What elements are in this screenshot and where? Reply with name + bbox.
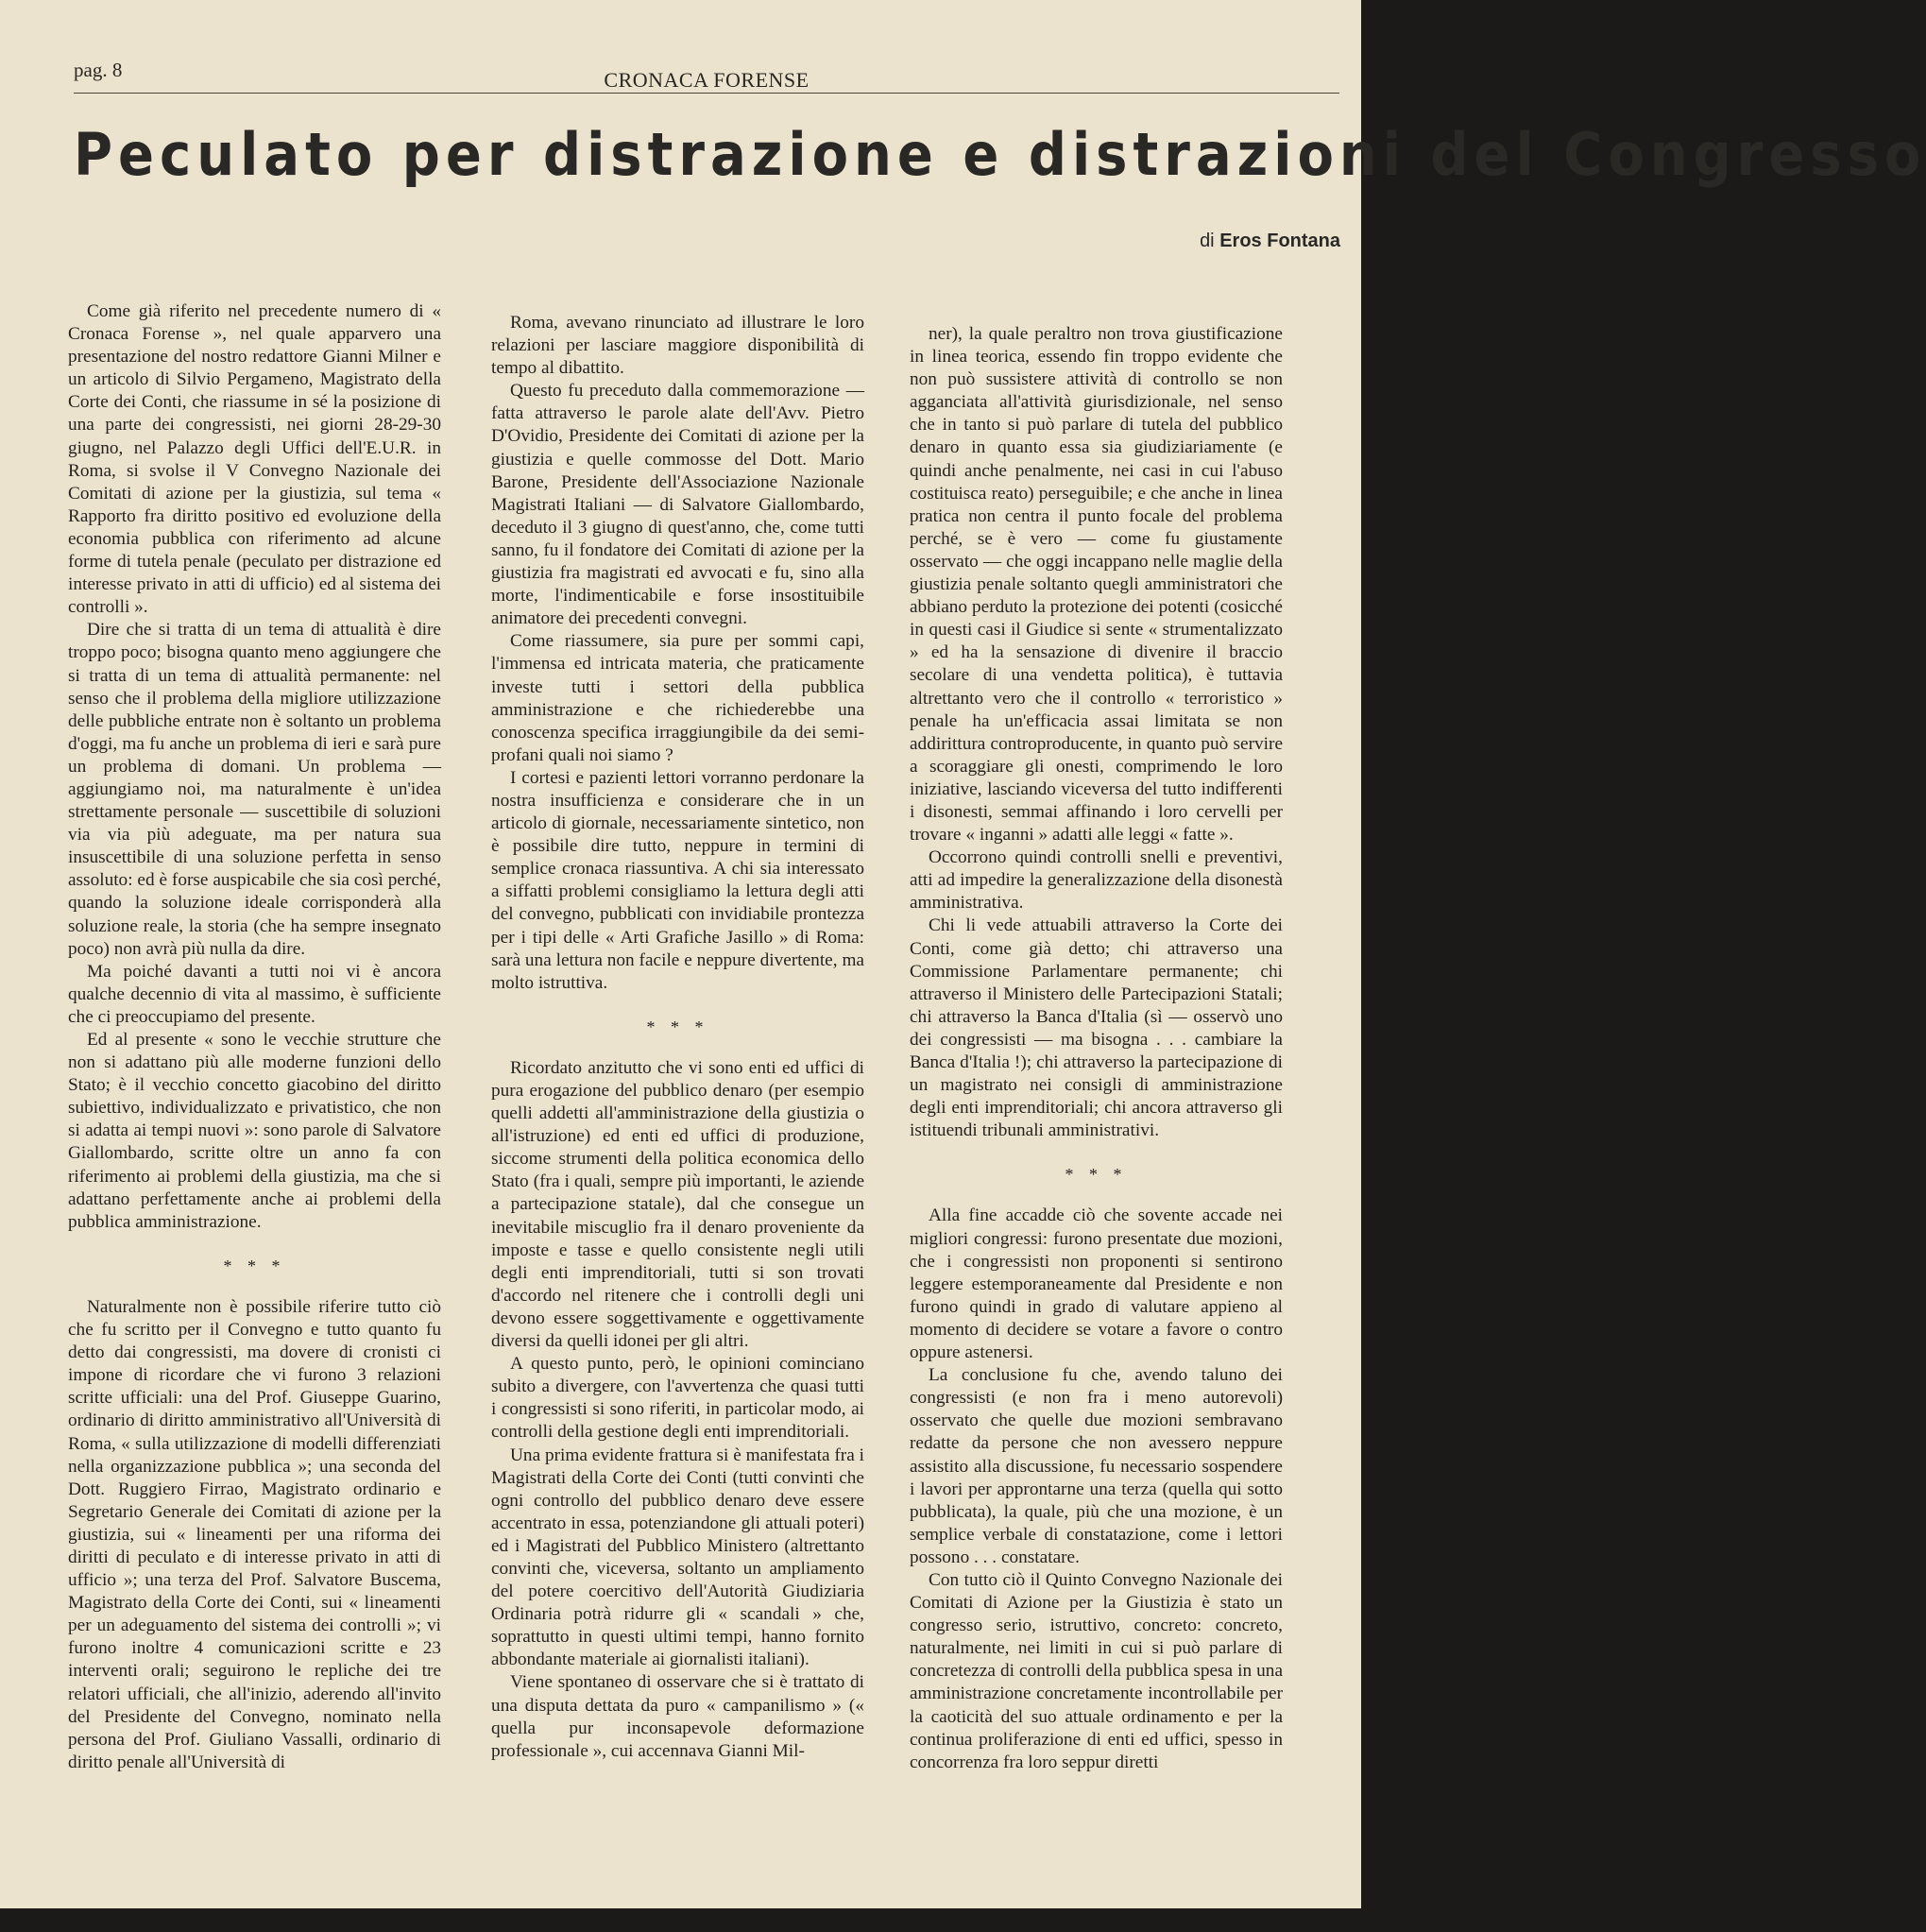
journal-name: CRONACA FORENSE: [604, 68, 810, 92]
paragraph: La conclusione fu che, avendo taluno dei congressisti (e non fra i meno autorevoli) osservato che quelle due mozioni sembravano redatte da persone che non avessero neppure assistito alla discussione, fu necessario sospendere i lavori per approntarne una terza (quella qui sotto pubblicata), la quale, più che una mozione, è un semplice verbale di constatazione, come i lettori possono . . . constatare.: [910, 1365, 1283, 1567]
paragraph: Con tutto ciò il Quinto Convegno Nazionale dei Comitati di Azione per la Giustizia è stato un congresso serio, istruttivo, concreto: concreto, naturalmente, nei limiti in cui si può parlare di concretezza di controlli della pubblica spesa in una amministrazione concretamente incontrollabile per la caoticità del suo attuale ordinamento e per la continua proliferazione di enti ed uffici, spesso in concorrenza fra loro seppur diretti: [910, 1569, 1283, 1772]
byline-prefix: di: [1200, 231, 1215, 251]
paragraph: Viene spontaneo di osservare che si è trattato di una disputa dettata da puro « campanilismo » (« quella pur inconsapevole deformazione professionale », cui accennava Gianni Mil-: [491, 1672, 864, 1761]
paragraph: Questo fu preceduto dalla commemorazione — fatta attraverso le parole alate dell'Avv. Pietro D'Ovidio, Presidente dei Comitati di azione per la giustizia e quelle commosse del Dott. Mario Barone, Presidente dell'Associazione Nazionale Magistrati Italiani — di Salvatore Giallombardo, deceduto il 3 giugno di quest'anno, che, come tutti sanno, fu il fondatore dei Comitati di azione per la giustizia fra magistrati ed avvocati e fu, sino alla morte, l'indimenticabile e forse insostituibile animatore dei precedenti convegni.: [491, 381, 864, 629]
text-column-3: [910, 323, 1283, 1774]
paragraph: ner), la quale peraltro non trova giustificazione in linea teorica, essendo fin troppo evidente che non può sussistere attività di controllo se non agganciata all'attività giurisdizionale, nel senso che in tanto si può parlare di tutela del pubblico denaro in quanto essa sia giudiziariamente (e quindi anche penalmente, nei casi in cui l'abuso costituisca reato) perseguibile; e che anche in linea pratica non centra il punto focale del problema perché, se è vero — come fu giustamente osservato — che oggi incappano nelle maglie della giustizia penale soltanto quegli amministratori che abbiano perduto la protezione dei potenti (cosicché in questi casi il Giudice si sente « strumentalizzato » ed ha la sensazione di divenire il braccio secolare di una vendetta politica), è tuttavia altrettanto vero che il controllo « terroristico » penale ha un'efficacia assai limitata se non addirittura controproducente, in quanto può servire a scoraggiare gli onesti, comprimendo le loro iniziative, lasciando viceversa del tutto indifferenti i disonesti, semmai affinando i loro cervelli per trovare « inganni » adatti alle leggi « fatte ».: [910, 324, 1283, 846]
text-column-1: [68, 300, 441, 1774]
byline: [1200, 231, 1340, 252]
paragraph: Alla fine accadde ciò che sovente accade nei migliori congressi: furono presentate due mozioni, che i congressisti non proponenti si sentirono leggere estemporaneamente dal Presidente e non furono quindi in grado di valutare appieno al momento di decidere se votare a favore o contro oppure astenersi.: [910, 1205, 1283, 1363]
paragraph: Ed al presente « sono le vecchie strutture che non si adattano più alle moderne funzioni dello Stato; è il vecchio concetto giacobino del diritto subiettivo, individualizzato e privatistico, che non si adatta ai tempi nuovi »: sono parole di Salvatore Giallombardo, scritte oltre un anno fa con riferimento ai problemi della giustizia, ma che si adattano perfettamente anche ai problemi della pubblica amministrazione.: [68, 1030, 441, 1232]
article-title: Peculato per distrazione e distrazioni del Congresso: [74, 121, 1926, 190]
paragraph: Naturalmente non è possibile riferire tutto ciò che fu scritto per il Convegno e tutto quanto fu detto dai congressisti, ma dovere di cronisti ci impone di ricordare che vi furono 3 relazioni scritte ufficiali: una del Prof. Giuseppe Guarino, ordinario di diritto amministrativo all'Università di Roma, « sulla utilizzazione di modelli differenziati nella organizzazione pubblica »; una seconda del Dott. Ruggiero Firrao, Magistrato ordinario e Segretario Generale dei Comitati di azione per la giustizia, sui « lineamenti per una riforma dei diritti di peculato e di interesse privato in atti di ufficio »; una terza del Prof. Salvatore Buscema, Magistrato della Corte dei Conti, sui « lineamenti per un adeguamento del sistema dei controlli »; vi furono inoltre 4 comunicazioni scritte e 23 interventi orali; seguirono le repliche dei tre relatori ufficiali, che all'inizio, aderendo all'invito del Presidente del Convegno, nominato nella persona del Prof. Giuliano Vassalli, ordinario di diritto penale all'Università di: [68, 1296, 441, 1772]
paragraph: Roma, avevano rinunciato ad illustrare le loro relazioni per lasciare maggiore disponibilità di tempo al dibattito.: [491, 313, 864, 379]
byline-author: Eros Fontana: [1219, 231, 1340, 251]
running-header: [74, 55, 1339, 94]
section-separator: * * *: [223, 1256, 286, 1275]
paragraph: I cortesi e pazienti lettori vorranno perdonare la nostra insufficienza e considerare che in un articolo di giornale, necessariamente sintetico, non è possibile dire tutto, neppure in termini di semplice cronaca riassuntiva. A chi sia interessato a siffatti problemi consigliamo la lettura degli atti del convegno, pubblicati con invidiabile prontezza per i tipi delle « Arti Grafiche Jasillo » di Roma: sarà una lettura non facile e neppure divertente, ma molto istruttiva.: [491, 767, 864, 993]
paragraph: Ricordato anzitutto che vi sono enti ed uffici di pura erogazione del pubblico denaro (per esempio quelli addetti all'amministrazione della giustizia o all'istruzione) ed enti ed uffici di produzione, siccome strumenti della politica economica dello Stato (fra i quali, sempre più importanti, le aziende a partecipazione statale), dal che consegue un inevitabile miscuglio fra il denaro proveniente da imposte e tasse e quello consistente negli utili degli enti imprenditoriali, tutti si son trovati d'accordo nel ritenere che i controlli degli uni devono essere soggettivamente e oggettivamente diversi da quelli idonei per gli altri.: [491, 1057, 864, 1352]
paragraph: Una prima evidente frattura si è manifestata fra i Magistrati della Corte dei Conti (tutti convinti che ogni controllo del pubblico denaro deve essere accentrato in essa, potenziandone gli attuali poteri) ed i Magistrati del Pubblico Ministero (altrettanto convinti che, viceversa, soltanto un ampliamento del potere coercitivo dell'Autorità Giudiziaria Ordinaria potrà ridurre gli « scandali » che, soprattutto in questi ultimi tempi, hanno fornito abbondante materiale ai giornalisti italiani).: [491, 1445, 864, 1670]
paragraph: Occorrono quindi controlli snelli e preventivi, atti ad impedire la generalizzazione della disonestà amministrativa.: [910, 847, 1283, 914]
paragraph: Come riassumere, sia pure per sommi capi, l'immensa ed intricata materia, che praticamente investe tutti i settori della pubblica amministrazione e che richiederebbe una conoscenza specifica irraggiungibile da dei semi-profani quali noi siamo ?: [491, 631, 864, 765]
paragraph: Dire che si tratta di un tema di attualità è dire troppo poco; bisogna quanto meno aggiungere che si tratta di un tema di attualità permanente: nel senso che il problema della migliore utilizzazione delle pubbliche entrate non è soltanto un problema d'oggi, ma fu anche un problema di ieri e sarà pure un problema di domani. Un problema — aggiungiamo noi, ma naturalmente è un'idea strettamente personale — suscettibile di soluzioni via via più adeguate, ma per natura sua insuscettibile di una soluzione perfetta in senso assoluto: ed è forse auspicabile che sia così perché, quando la soluzione ideale corrisponderà alla soluzione reale, la storia (che ha sempre insegnato poco) non avrà più nulla da dire.: [68, 620, 441, 959]
paragraph: Chi li vede attuabili attraverso la Corte dei Conti, come già detto; chi attraverso una Commissione Parlamentare permanente; chi attraverso il Ministero delle Partecipazioni Statali; chi attraverso la Banca d'Italia (sì — osservò uno dei congressisti — ma bisogna . . . cambiare la Banca d'Italia !); chi attraverso la partecipazione di un magistrato nei consigli di amministrazione degli enti imprenditoriali; chi ancora attraverso gli istituendi tribunali amministrativi.: [910, 915, 1283, 1141]
page-number: pag. 8: [74, 59, 123, 81]
section-separator: * * *: [646, 1017, 709, 1036]
section-separator: * * *: [1065, 1165, 1128, 1185]
paragraph: A questo punto, però, le opinioni cominciano subito a divergere, con l'avvertenza che quasi tutti i congressisti si sono riferiti, in particolar modo, ai controlli della gestione degli enti imprenditoriali.: [491, 1354, 864, 1443]
text-column-2: [491, 312, 864, 1763]
paragraph: Come già riferito nel precedente numero di « Cronaca Forense », nel quale apparvero una presentazione del nostro redattore Gianni Milner e un articolo di Silvio Pergameno, Magistrato della Corte dei Conti, che riassume in sé la posizione di una parte dei congressisti, nei giorni 28-29-30 giugno, nel Palazzo degli Uffici dell'E.U.R. in Roma, si svolse il V Convegno Nazionale dei Comitati di azione per la giustizia, sul tema « Rapporto fra diritto positivo ed evoluzione della economia pubblica con riferimento ad alcune forme di tutela penale (peculato per distrazione ed interesse privato in atti di ufficio) ed al sistema dei controlli ».: [68, 301, 441, 618]
paragraph: Ma poiché davanti a tutti noi vi è ancora qualche decennio di vita al massimo, è sufficiente che ci preoccupiamo del presente.: [68, 961, 441, 1027]
